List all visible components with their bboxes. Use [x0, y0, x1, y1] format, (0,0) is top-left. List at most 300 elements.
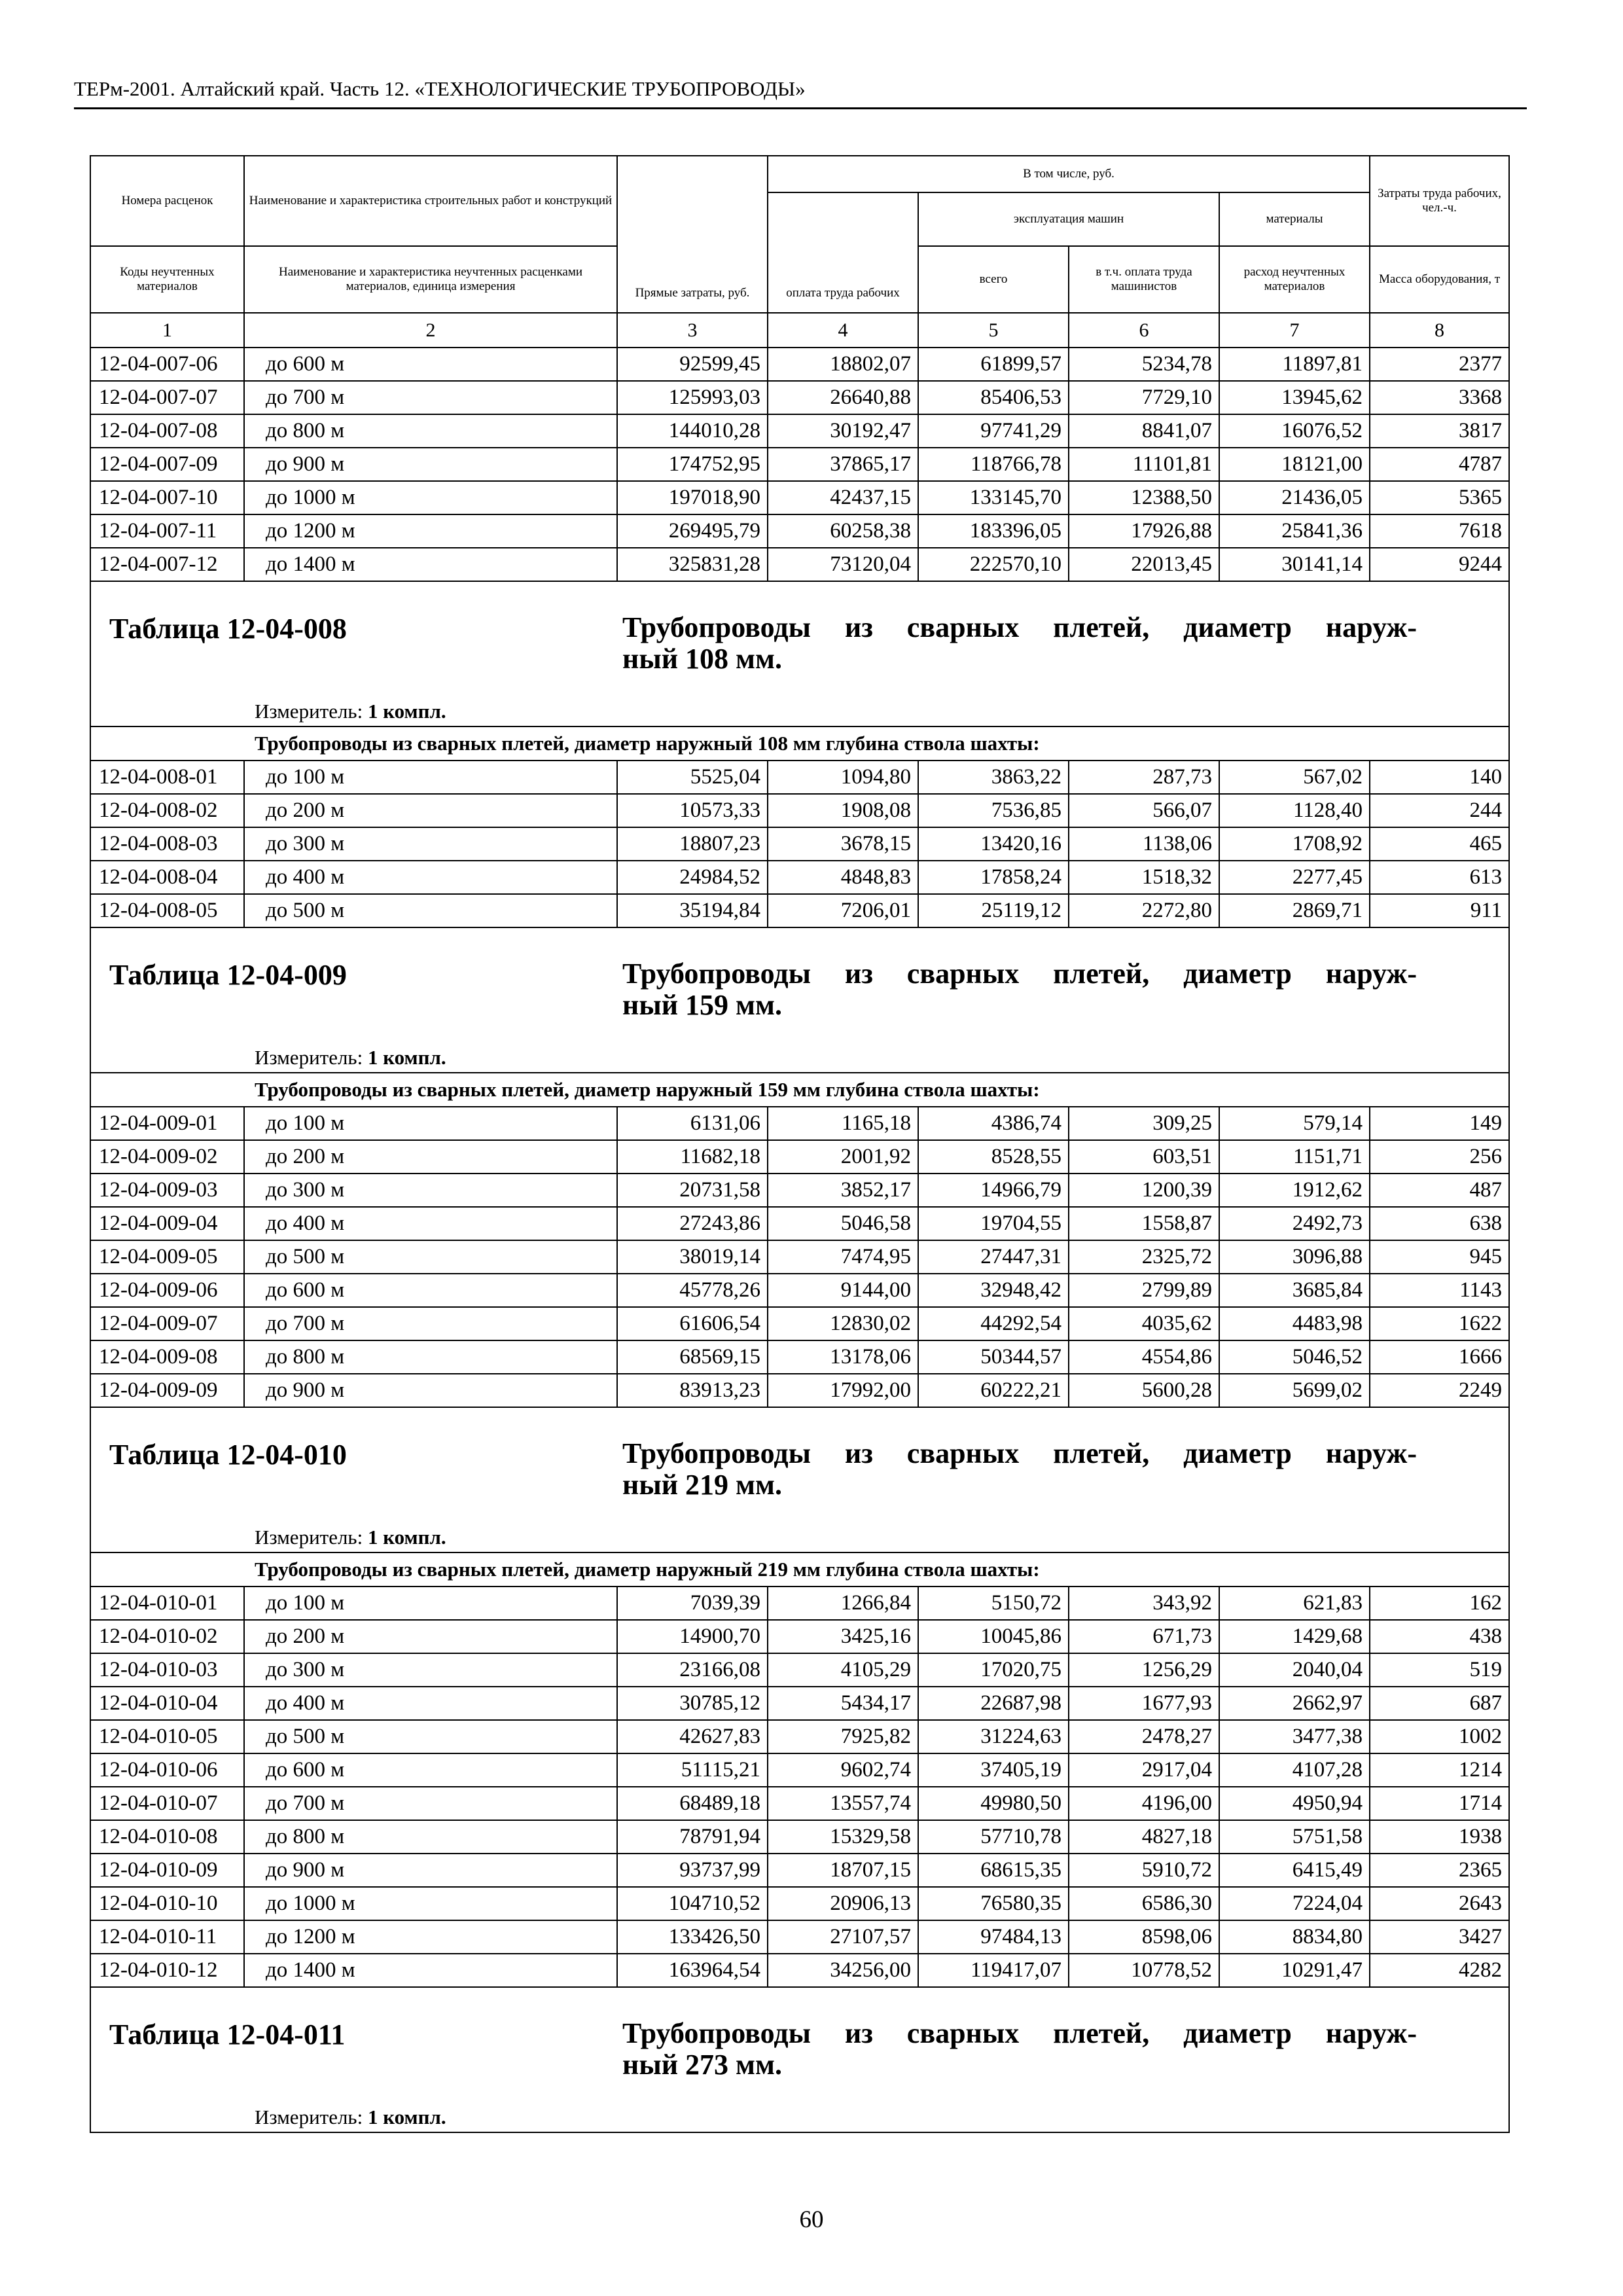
- value-cell: 125993,03: [617, 381, 768, 414]
- table-id: Таблица 12-04-010: [109, 1439, 347, 1471]
- value-cell: 20731,58: [617, 1174, 768, 1207]
- table-row: [90, 1887, 1509, 1920]
- table-title: [622, 1438, 1507, 1501]
- depth-label: до 100 м: [244, 1587, 617, 1620]
- meter-row: [90, 2103, 1509, 2132]
- value-cell: 34256,00: [768, 1954, 918, 1987]
- value-cell: 11897,81: [1219, 348, 1370, 381]
- rate-code: 12-04-008-03: [90, 827, 244, 861]
- value-cell: 133426,50: [617, 1920, 768, 1954]
- meter-value: 1 компл.: [367, 700, 446, 723]
- col-header-name: Наименование и характеристика строительных работ и конструкций: [244, 156, 617, 246]
- value-cell: 7039,39: [617, 1587, 768, 1620]
- value-cell: 911: [1370, 894, 1509, 927]
- meter-row: [90, 697, 1509, 726]
- value-cell: 2040,04: [1219, 1653, 1370, 1687]
- rate-code: 12-04-007-06: [90, 348, 244, 381]
- value-cell: 6586,30: [1069, 1887, 1219, 1920]
- value-cell: 2249: [1370, 1374, 1509, 1407]
- value-cell: 945: [1370, 1240, 1509, 1274]
- meter-row: [90, 1043, 1509, 1073]
- rate-code: 12-04-007-07: [90, 381, 244, 414]
- value-cell: 8598,06: [1069, 1920, 1219, 1954]
- value-cell: 93737,99: [617, 1854, 768, 1887]
- table-title: [622, 958, 1507, 1021]
- table-id: Таблица 12-04-009: [109, 959, 347, 991]
- value-cell: 27107,57: [768, 1920, 918, 1954]
- depth-label: до 1200 м: [244, 514, 617, 548]
- value-cell: 244: [1370, 794, 1509, 827]
- table-row: [90, 794, 1509, 827]
- value-cell: 256: [1370, 1140, 1509, 1174]
- value-cell: 83913,23: [617, 1374, 768, 1407]
- value-cell: 17020,75: [918, 1653, 1069, 1687]
- rate-code: 12-04-007-11: [90, 514, 244, 548]
- value-cell: 61606,54: [617, 1307, 768, 1340]
- table-row: [90, 761, 1509, 794]
- value-cell: 4827,18: [1069, 1820, 1219, 1854]
- rate-code: 12-04-010-10: [90, 1887, 244, 1920]
- rate-code: 12-04-007-10: [90, 481, 244, 514]
- table-row: [90, 548, 1509, 581]
- rate-code: 12-04-009-02: [90, 1140, 244, 1174]
- value-cell: 5365: [1370, 481, 1509, 514]
- col-header-material-name: Наименование и характеристика неучтенных расценками материалов, единица измерения: [244, 246, 617, 313]
- value-cell: 3863,22: [918, 761, 1069, 794]
- depth-label: до 300 м: [244, 827, 617, 861]
- value-cell: 1094,80: [768, 761, 918, 794]
- col-header-including: В том числе, руб.: [768, 156, 1370, 192]
- value-cell: 45778,26: [617, 1274, 768, 1307]
- value-cell: 7536,85: [918, 794, 1069, 827]
- col-header-machines: эксплуатация машин: [918, 192, 1219, 246]
- depth-label: до 1400 м: [244, 1954, 617, 1987]
- col-header-machinist-pay: в т.ч. оплата труда машинистов: [1069, 246, 1219, 313]
- section-subtitle-row: [90, 1073, 1509, 1107]
- value-cell: 4554,86: [1069, 1340, 1219, 1374]
- rate-code: 12-04-010-05: [90, 1720, 244, 1753]
- value-cell: 2643: [1370, 1887, 1509, 1920]
- value-cell: 2377: [1370, 348, 1509, 381]
- rate-code: 12-04-008-02: [90, 794, 244, 827]
- meter-label: Измеритель:: [255, 1046, 363, 1069]
- rate-code: 12-04-010-08: [90, 1820, 244, 1854]
- value-cell: 44292,54: [918, 1307, 1069, 1340]
- value-cell: 5046,58: [768, 1207, 918, 1240]
- rate-code: 12-04-008-05: [90, 894, 244, 927]
- table-row: [90, 1854, 1509, 1887]
- table-row: [90, 1340, 1509, 1374]
- value-cell: 269495,79: [617, 514, 768, 548]
- depth-label: до 1400 м: [244, 548, 617, 581]
- value-cell: 465: [1370, 827, 1509, 861]
- value-cell: 4282: [1370, 1954, 1509, 1987]
- value-cell: 13420,16: [918, 827, 1069, 861]
- rate-code: 12-04-008-04: [90, 861, 244, 894]
- table-row: [90, 514, 1509, 548]
- section-title-row: [90, 1987, 1509, 2103]
- column-number: 7: [1219, 313, 1370, 348]
- value-cell: 19704,55: [918, 1207, 1069, 1240]
- section-subtitle: Трубопроводы из сварных плетей, диаметр наружный 108 мм глубина ствола шахты:: [90, 726, 1509, 761]
- table-row: [90, 1587, 1509, 1620]
- value-cell: 4950,94: [1219, 1787, 1370, 1820]
- section-subtitle-row: [90, 1552, 1509, 1587]
- value-cell: 20906,13: [768, 1887, 918, 1920]
- rate-code: 12-04-008-01: [90, 761, 244, 794]
- table-id: Таблица 12-04-011: [109, 2018, 346, 2051]
- price-table: [90, 155, 1510, 2133]
- value-cell: 2492,73: [1219, 1207, 1370, 1240]
- value-cell: 638: [1370, 1207, 1509, 1240]
- table-title-line-2: ный 159 мм.: [622, 989, 782, 1021]
- rate-code: 12-04-010-07: [90, 1787, 244, 1820]
- table-title-line-2: ный 219 мм.: [622, 1469, 782, 1501]
- rate-code: 12-04-009-06: [90, 1274, 244, 1307]
- value-cell: 31224,63: [918, 1720, 1069, 1753]
- value-cell: 1214: [1370, 1753, 1509, 1787]
- table-id: Таблица 12-04-008: [109, 613, 347, 645]
- value-cell: 14966,79: [918, 1174, 1069, 1207]
- col-header-machines-total: всего: [918, 246, 1069, 313]
- value-cell: 566,07: [1069, 794, 1219, 827]
- value-cell: 3852,17: [768, 1174, 918, 1207]
- depth-label: до 100 м: [244, 1107, 617, 1140]
- value-cell: 2325,72: [1069, 1240, 1219, 1274]
- meter-value: 1 компл.: [367, 1046, 446, 1069]
- table-row: [90, 1207, 1509, 1240]
- depth-label: до 700 м: [244, 1307, 617, 1340]
- value-cell: 10778,52: [1069, 1954, 1219, 1987]
- depth-label: до 800 м: [244, 414, 617, 448]
- col-header-materials: материалы: [1219, 192, 1370, 246]
- table-row: [90, 481, 1509, 514]
- value-cell: 519: [1370, 1653, 1509, 1687]
- section-subtitle-row: [90, 726, 1509, 761]
- rate-code: 12-04-010-12: [90, 1954, 244, 1987]
- value-cell: 32948,42: [918, 1274, 1069, 1307]
- value-cell: 30785,12: [617, 1687, 768, 1720]
- value-cell: 7474,95: [768, 1240, 918, 1274]
- value-cell: 85406,53: [918, 381, 1069, 414]
- depth-label: до 300 м: [244, 1653, 617, 1687]
- value-cell: 27447,31: [918, 1240, 1069, 1274]
- value-cell: 2277,45: [1219, 861, 1370, 894]
- value-cell: 17858,24: [918, 861, 1069, 894]
- value-cell: 144010,28: [617, 414, 768, 448]
- column-number: 1: [90, 313, 244, 348]
- depth-label: до 900 м: [244, 1854, 617, 1887]
- value-cell: 174752,95: [617, 448, 768, 481]
- rate-code: 12-04-010-06: [90, 1753, 244, 1787]
- value-cell: 3685,84: [1219, 1274, 1370, 1307]
- value-cell: 1143: [1370, 1274, 1509, 1307]
- value-cell: 23166,08: [617, 1653, 768, 1687]
- table-title-line-1: Трубопроводы из сварных плетей, диаметр наруж-: [622, 958, 1417, 990]
- value-cell: 1518,32: [1069, 861, 1219, 894]
- value-cell: 7925,82: [768, 1720, 918, 1753]
- col-header-unaccounted-materials: расход неучтенных материалов: [1219, 246, 1370, 313]
- depth-label: до 300 м: [244, 1174, 617, 1207]
- value-cell: 2662,97: [1219, 1687, 1370, 1720]
- table-row: [90, 1720, 1509, 1753]
- rate-code: 12-04-009-05: [90, 1240, 244, 1274]
- value-cell: 24984,52: [617, 861, 768, 894]
- value-cell: 5434,17: [768, 1687, 918, 1720]
- rate-code: 12-04-009-01: [90, 1107, 244, 1140]
- value-cell: 13945,62: [1219, 381, 1370, 414]
- value-cell: 18707,15: [768, 1854, 918, 1887]
- value-cell: 9244: [1370, 548, 1509, 581]
- value-cell: 97484,13: [918, 1920, 1069, 1954]
- rate-code: 12-04-010-11: [90, 1920, 244, 1954]
- depth-label: до 400 м: [244, 1207, 617, 1240]
- column-number: 6: [1069, 313, 1219, 348]
- depth-label: до 400 м: [244, 861, 617, 894]
- value-cell: 76580,35: [918, 1887, 1069, 1920]
- depth-label: до 500 м: [244, 1720, 617, 1753]
- table-row: [90, 1753, 1509, 1787]
- value-cell: 118766,78: [918, 448, 1069, 481]
- value-cell: 4035,62: [1069, 1307, 1219, 1340]
- value-cell: 487: [1370, 1174, 1509, 1207]
- value-cell: 1165,18: [768, 1107, 918, 1140]
- depth-label: до 1000 м: [244, 481, 617, 514]
- value-cell: 57710,78: [918, 1820, 1069, 1854]
- value-cell: 3368: [1370, 381, 1509, 414]
- col-header-codes: Номера расценок: [90, 156, 244, 246]
- value-cell: 4107,28: [1219, 1753, 1370, 1787]
- value-cell: 5234,78: [1069, 348, 1219, 381]
- depth-label: до 700 м: [244, 381, 617, 414]
- section-title-row: [90, 1407, 1509, 1523]
- value-cell: 5150,72: [918, 1587, 1069, 1620]
- value-cell: 68489,18: [617, 1787, 768, 1820]
- column-number-row: [90, 313, 1509, 348]
- column-number: 5: [918, 313, 1069, 348]
- table-row: [90, 1687, 1509, 1720]
- value-cell: 2001,92: [768, 1140, 918, 1174]
- table-row: [90, 1653, 1509, 1687]
- value-cell: 97741,29: [918, 414, 1069, 448]
- value-cell: 35194,84: [617, 894, 768, 927]
- value-cell: 11101,81: [1069, 448, 1219, 481]
- section-subtitle: Трубопроводы из сварных плетей, диаметр наружный 219 мм глубина ствола шахты:: [90, 1552, 1509, 1587]
- rate-code: 12-04-010-09: [90, 1854, 244, 1887]
- page-number: 60: [799, 2206, 824, 2233]
- value-cell: 104710,52: [617, 1887, 768, 1920]
- table-row: [90, 1174, 1509, 1207]
- table-row: [90, 827, 1509, 861]
- column-number: 4: [768, 313, 918, 348]
- section-title-row: [90, 927, 1509, 1043]
- value-cell: 78791,94: [617, 1820, 768, 1854]
- value-cell: 12830,02: [768, 1307, 918, 1340]
- depth-label: до 500 м: [244, 894, 617, 927]
- value-cell: 25119,12: [918, 894, 1069, 927]
- column-number: 8: [1370, 313, 1509, 348]
- value-cell: 1429,68: [1219, 1620, 1370, 1653]
- value-cell: 60258,38: [768, 514, 918, 548]
- value-cell: 325831,28: [617, 548, 768, 581]
- value-cell: 1256,29: [1069, 1653, 1219, 1687]
- value-cell: 3096,88: [1219, 1240, 1370, 1274]
- value-cell: 3477,38: [1219, 1720, 1370, 1753]
- value-cell: 603,51: [1069, 1140, 1219, 1174]
- value-cell: 17992,00: [768, 1374, 918, 1407]
- value-cell: 5699,02: [1219, 1374, 1370, 1407]
- value-cell: 1128,40: [1219, 794, 1370, 827]
- value-cell: 68569,15: [617, 1340, 768, 1374]
- value-cell: 3817: [1370, 414, 1509, 448]
- table-title: [622, 612, 1507, 675]
- table-row: [90, 861, 1509, 894]
- table-body: [90, 156, 1509, 2132]
- value-cell: 140: [1370, 761, 1509, 794]
- depth-label: до 200 м: [244, 1140, 617, 1174]
- table-row: [90, 894, 1509, 927]
- depth-label: до 200 м: [244, 794, 617, 827]
- depth-label: до 700 м: [244, 1787, 617, 1820]
- table-title-line-1: Трубопроводы из сварных плетей, диаметр наруж-: [622, 2017, 1417, 2049]
- depth-label: до 600 м: [244, 348, 617, 381]
- rate-code: 12-04-007-08: [90, 414, 244, 448]
- value-cell: 37405,19: [918, 1753, 1069, 1787]
- value-cell: 8528,55: [918, 1140, 1069, 1174]
- table-row: [90, 381, 1509, 414]
- value-cell: 61899,57: [918, 348, 1069, 381]
- value-cell: 3425,16: [768, 1620, 918, 1653]
- col-header-equipment-mass: Масса оборудования, т: [1370, 246, 1509, 313]
- value-cell: 5751,58: [1219, 1820, 1370, 1854]
- value-cell: 1677,93: [1069, 1687, 1219, 1720]
- header-row-1: [90, 156, 1509, 192]
- rate-code: 12-04-009-04: [90, 1207, 244, 1240]
- value-cell: 287,73: [1069, 761, 1219, 794]
- col-header-direct-costs: Прямые затраты, руб.: [617, 156, 768, 313]
- value-cell: 13178,06: [768, 1340, 918, 1374]
- table-row: [90, 1954, 1509, 1987]
- value-cell: 10573,33: [617, 794, 768, 827]
- value-cell: 73120,04: [768, 548, 918, 581]
- page-header: ТЕРм-2001. Алтайский край. Часть 12. «ТЕХНОЛОГИЧЕСКИЕ ТРУБОПРОВОДЫ»: [74, 71, 1527, 109]
- value-cell: 1908,08: [768, 794, 918, 827]
- table-row: [90, 1787, 1509, 1820]
- value-cell: 4105,29: [768, 1653, 918, 1687]
- value-cell: 6131,06: [617, 1107, 768, 1140]
- table-row: [90, 1240, 1509, 1274]
- rate-code: 12-04-010-04: [90, 1687, 244, 1720]
- rate-code: 12-04-009-08: [90, 1340, 244, 1374]
- value-cell: 12388,50: [1069, 481, 1219, 514]
- value-cell: 38019,14: [617, 1240, 768, 1274]
- rate-code: 12-04-009-03: [90, 1174, 244, 1207]
- value-cell: 1708,92: [1219, 827, 1370, 861]
- value-cell: 1666: [1370, 1340, 1509, 1374]
- value-cell: 7224,04: [1219, 1887, 1370, 1920]
- value-cell: 42437,15: [768, 481, 918, 514]
- value-cell: 613: [1370, 861, 1509, 894]
- rate-code: 12-04-010-02: [90, 1620, 244, 1653]
- value-cell: 1151,71: [1219, 1140, 1370, 1174]
- depth-label: до 1000 м: [244, 1887, 617, 1920]
- value-cell: 50344,57: [918, 1340, 1069, 1374]
- value-cell: 92599,45: [617, 348, 768, 381]
- depth-label: до 900 м: [244, 448, 617, 481]
- section-title-row: [90, 581, 1509, 697]
- table-row: [90, 1820, 1509, 1854]
- value-cell: 27243,86: [617, 1207, 768, 1240]
- value-cell: 579,14: [1219, 1107, 1370, 1140]
- value-cell: 4787: [1370, 448, 1509, 481]
- table-row: [90, 1274, 1509, 1307]
- table-row: [90, 1620, 1509, 1653]
- value-cell: 4386,74: [918, 1107, 1069, 1140]
- col-header-worker-pay: оплата труда рабочих: [768, 192, 918, 313]
- value-cell: 2365: [1370, 1854, 1509, 1887]
- value-cell: 1938: [1370, 1820, 1509, 1854]
- value-cell: 6415,49: [1219, 1854, 1370, 1887]
- depth-label: до 600 м: [244, 1274, 617, 1307]
- value-cell: 671,73: [1069, 1620, 1219, 1653]
- depth-label: до 900 м: [244, 1374, 617, 1407]
- table-title-line-2: ный 108 мм.: [622, 643, 782, 675]
- value-cell: 119417,07: [918, 1954, 1069, 1987]
- value-cell: 621,83: [1219, 1587, 1370, 1620]
- depth-label: до 100 м: [244, 761, 617, 794]
- depth-label: до 400 м: [244, 1687, 617, 1720]
- depth-label: до 800 м: [244, 1340, 617, 1374]
- value-cell: 5600,28: [1069, 1374, 1219, 1407]
- value-cell: 51115,21: [617, 1753, 768, 1787]
- column-number: 2: [244, 313, 617, 348]
- value-cell: 1200,39: [1069, 1174, 1219, 1207]
- meter-label: Измеритель:: [255, 1526, 363, 1549]
- value-cell: 30192,47: [768, 414, 918, 448]
- rate-code: 12-04-010-01: [90, 1587, 244, 1620]
- value-cell: 49980,50: [918, 1787, 1069, 1820]
- value-cell: 222570,10: [918, 548, 1069, 581]
- value-cell: 2478,27: [1069, 1720, 1219, 1753]
- value-cell: 4196,00: [1069, 1787, 1219, 1820]
- value-cell: 7206,01: [768, 894, 918, 927]
- value-cell: 1002: [1370, 1720, 1509, 1753]
- meter-value: 1 компл.: [367, 2106, 446, 2128]
- value-cell: 4848,83: [768, 861, 918, 894]
- table-title-line-1: Трубопроводы из сварных плетей, диаметр наруж-: [622, 611, 1417, 643]
- value-cell: 25841,36: [1219, 514, 1370, 548]
- value-cell: 5910,72: [1069, 1854, 1219, 1887]
- value-cell: 10045,86: [918, 1620, 1069, 1653]
- section-subtitle: Трубопроводы из сварных плетей, диаметр наружный 159 мм глубина ствола шахты:: [90, 1073, 1509, 1107]
- value-cell: 2272,80: [1069, 894, 1219, 927]
- col-header-labor: Затраты труда рабочих, чел.-ч.: [1370, 156, 1509, 246]
- value-cell: 18807,23: [617, 827, 768, 861]
- value-cell: 1558,87: [1069, 1207, 1219, 1240]
- value-cell: 197018,90: [617, 481, 768, 514]
- value-cell: 15329,58: [768, 1820, 918, 1854]
- value-cell: 42627,83: [617, 1720, 768, 1753]
- value-cell: 163964,54: [617, 1954, 768, 1987]
- rate-code: 12-04-009-09: [90, 1374, 244, 1407]
- value-cell: 2917,04: [1069, 1753, 1219, 1787]
- value-cell: 21436,05: [1219, 481, 1370, 514]
- depth-label: до 200 м: [244, 1620, 617, 1653]
- value-cell: 60222,21: [918, 1374, 1069, 1407]
- value-cell: 16076,52: [1219, 414, 1370, 448]
- rate-code: 12-04-010-03: [90, 1653, 244, 1687]
- value-cell: 438: [1370, 1620, 1509, 1653]
